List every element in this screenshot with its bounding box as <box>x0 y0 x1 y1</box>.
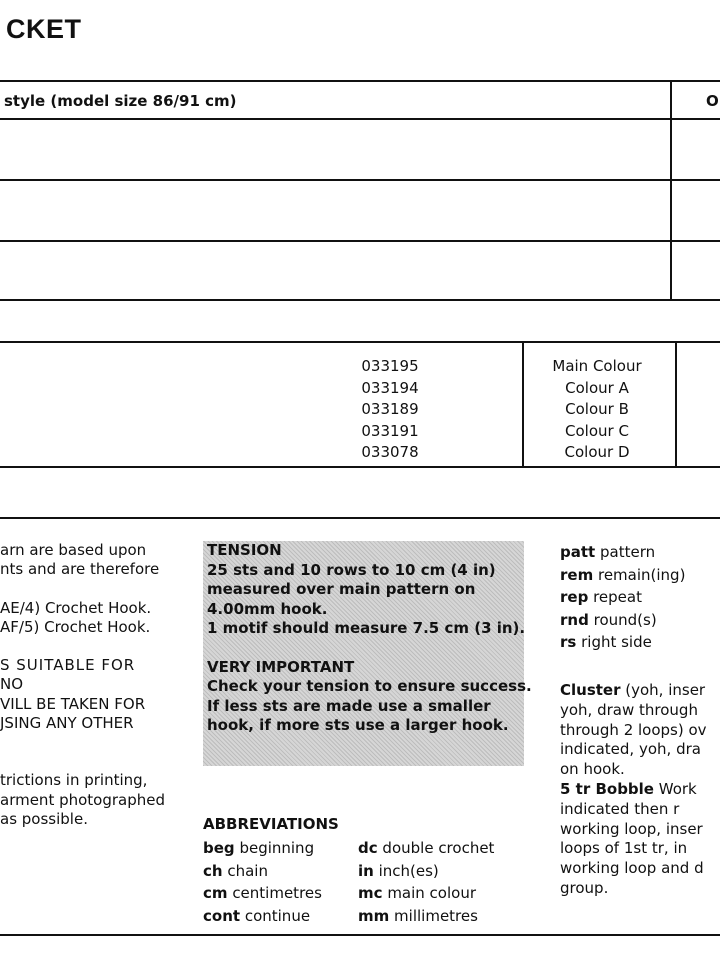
text-line: AF/5) Crochet Hook. <box>0 617 151 636</box>
stitch-text: indicated then r <box>560 799 680 818</box>
yarn-table-bottom-rule <box>0 466 720 468</box>
text-line: JSING ANY OTHER <box>0 714 134 733</box>
abbr-term: mm <box>358 906 390 925</box>
abbr-meaning: millimetres <box>394 906 478 925</box>
abbr-meaning: main colour <box>387 884 477 902</box>
yarn-table-top-rule <box>0 341 720 343</box>
abbr-meaning: right side <box>581 633 652 651</box>
abbr-meaning: centimetres <box>232 884 322 902</box>
abbreviation-item <box>560 586 720 609</box>
abbr-meaning: round(s) <box>593 610 657 629</box>
yarn-codes <box>340 356 440 464</box>
text-line: NO <box>0 675 24 694</box>
left-column-text <box>0 541 170 829</box>
abbr-term: cm <box>203 884 228 902</box>
stitch-text: (yoh, inser <box>620 681 706 699</box>
yarn-code: 033189 <box>361 400 419 418</box>
abbr-term: beg <box>203 839 235 857</box>
tension-heading: TENSION <box>207 541 282 559</box>
yarn-colour: Main Colour <box>552 357 642 375</box>
yarn-code: 033078 <box>361 443 419 461</box>
abbr-term: rs <box>560 633 577 651</box>
size-table-bottom-rule <box>0 299 720 301</box>
abbr-meaning: continue <box>244 906 311 925</box>
abbr-meaning: pattern <box>599 543 656 561</box>
tension-line: measured over main pattern on <box>207 580 476 598</box>
yarn-colours <box>512 356 682 464</box>
abbr-meaning: remain(ing) <box>597 565 686 584</box>
abbr-meaning: double crochet <box>382 839 495 857</box>
yarn-colour: Colour B <box>565 400 629 418</box>
stitch-definitions <box>560 681 720 899</box>
stitch-text: yoh, draw through <box>560 700 698 719</box>
stitch-text: through 2 loops) ov <box>560 720 707 739</box>
yarn-code: 033194 <box>361 378 419 397</box>
abbreviation-row <box>203 860 494 883</box>
abbr-term: cont <box>203 906 241 925</box>
text-line: nts and are therefore <box>0 560 160 579</box>
yarn-colour: Colour A <box>565 378 629 397</box>
abbreviation-row <box>203 882 494 905</box>
tension-line: 4.00mm hook. <box>207 599 328 618</box>
text-line: trictions in printing, <box>0 771 148 790</box>
size-table-rule <box>0 179 720 181</box>
abbreviation-item <box>560 609 720 632</box>
text-line: S SUITABLE FOR <box>0 656 136 675</box>
abbreviation-row <box>203 905 494 928</box>
abbr-term: ch <box>203 861 223 880</box>
abbr-term: patt <box>560 543 596 561</box>
abbr-term: rnd <box>560 610 589 629</box>
stitch-text: group. <box>560 878 609 897</box>
size-table-top-rule <box>0 80 720 82</box>
size-table-rule <box>0 118 720 120</box>
page-bottom-rule <box>0 934 720 936</box>
size-table-rule <box>0 240 720 242</box>
text-line: as possible. <box>0 809 88 828</box>
abbr-meaning: repeat <box>593 588 642 606</box>
abbreviation-item <box>560 631 720 654</box>
text-line: arment photographed <box>0 790 166 809</box>
size-table-header-right: O <box>706 92 719 110</box>
tension-line: 25 sts and 10 rows to 10 cm (4 in) <box>207 560 496 579</box>
instructions-top-rule <box>0 517 720 519</box>
important-line: hook, if more sts use a larger hook. <box>207 716 509 734</box>
abbreviations-right-column <box>560 541 720 654</box>
stitch-text: loops of 1st tr, in <box>560 839 688 858</box>
stitch-text: on hook. <box>560 760 625 779</box>
size-table-header-left: style (model size 86/91 cm) <box>4 92 237 110</box>
page-title: CKET <box>6 14 82 44</box>
abbr-term: mc <box>358 884 383 902</box>
abbr-meaning: chain <box>227 861 268 880</box>
stitch-text: working loop and d <box>560 859 704 878</box>
yarn-code: 033195 <box>361 357 419 375</box>
text-line: arn are based upon <box>0 541 147 559</box>
tension-text <box>207 541 532 736</box>
abbreviation-item <box>560 541 720 564</box>
important-heading: VERY IMPORTANT <box>207 657 355 676</box>
stitch-text: indicated, yoh, dra <box>560 740 701 759</box>
yarn-colour: Colour D <box>564 443 630 461</box>
abbr-term: rep <box>560 588 589 606</box>
abbr-meaning: inch(es) <box>378 861 439 880</box>
stitch-text: Work <box>653 779 697 798</box>
abbr-term: in <box>358 861 374 880</box>
important-line: Check your tension to ensure success. <box>207 677 532 695</box>
stitch-term: Cluster <box>560 681 621 699</box>
stitch-term: 5 tr Bobble <box>560 779 654 798</box>
yarn-colour: Colour C <box>565 421 629 440</box>
abbreviation-item <box>560 564 720 587</box>
yarn-code: 033191 <box>361 421 419 440</box>
tension-line: 1 motif should measure 7.5 cm (3 in). <box>207 619 526 637</box>
text-line: AE/4) Crochet Hook. <box>0 598 152 617</box>
abbreviations-heading: ABBREVIATIONS <box>203 815 339 833</box>
abbr-term: rem <box>560 565 594 584</box>
abbreviations-list <box>203 837 494 927</box>
abbreviation-row <box>203 837 494 860</box>
size-table-divider <box>670 80 672 301</box>
text-line: VILL BE TAKEN FOR <box>0 694 146 713</box>
stitch-text: working loop, inser <box>560 819 703 838</box>
abbr-meaning: beginning <box>239 839 315 857</box>
important-line: If less sts are made use a smaller <box>207 696 491 715</box>
abbr-term: dc <box>358 839 378 857</box>
